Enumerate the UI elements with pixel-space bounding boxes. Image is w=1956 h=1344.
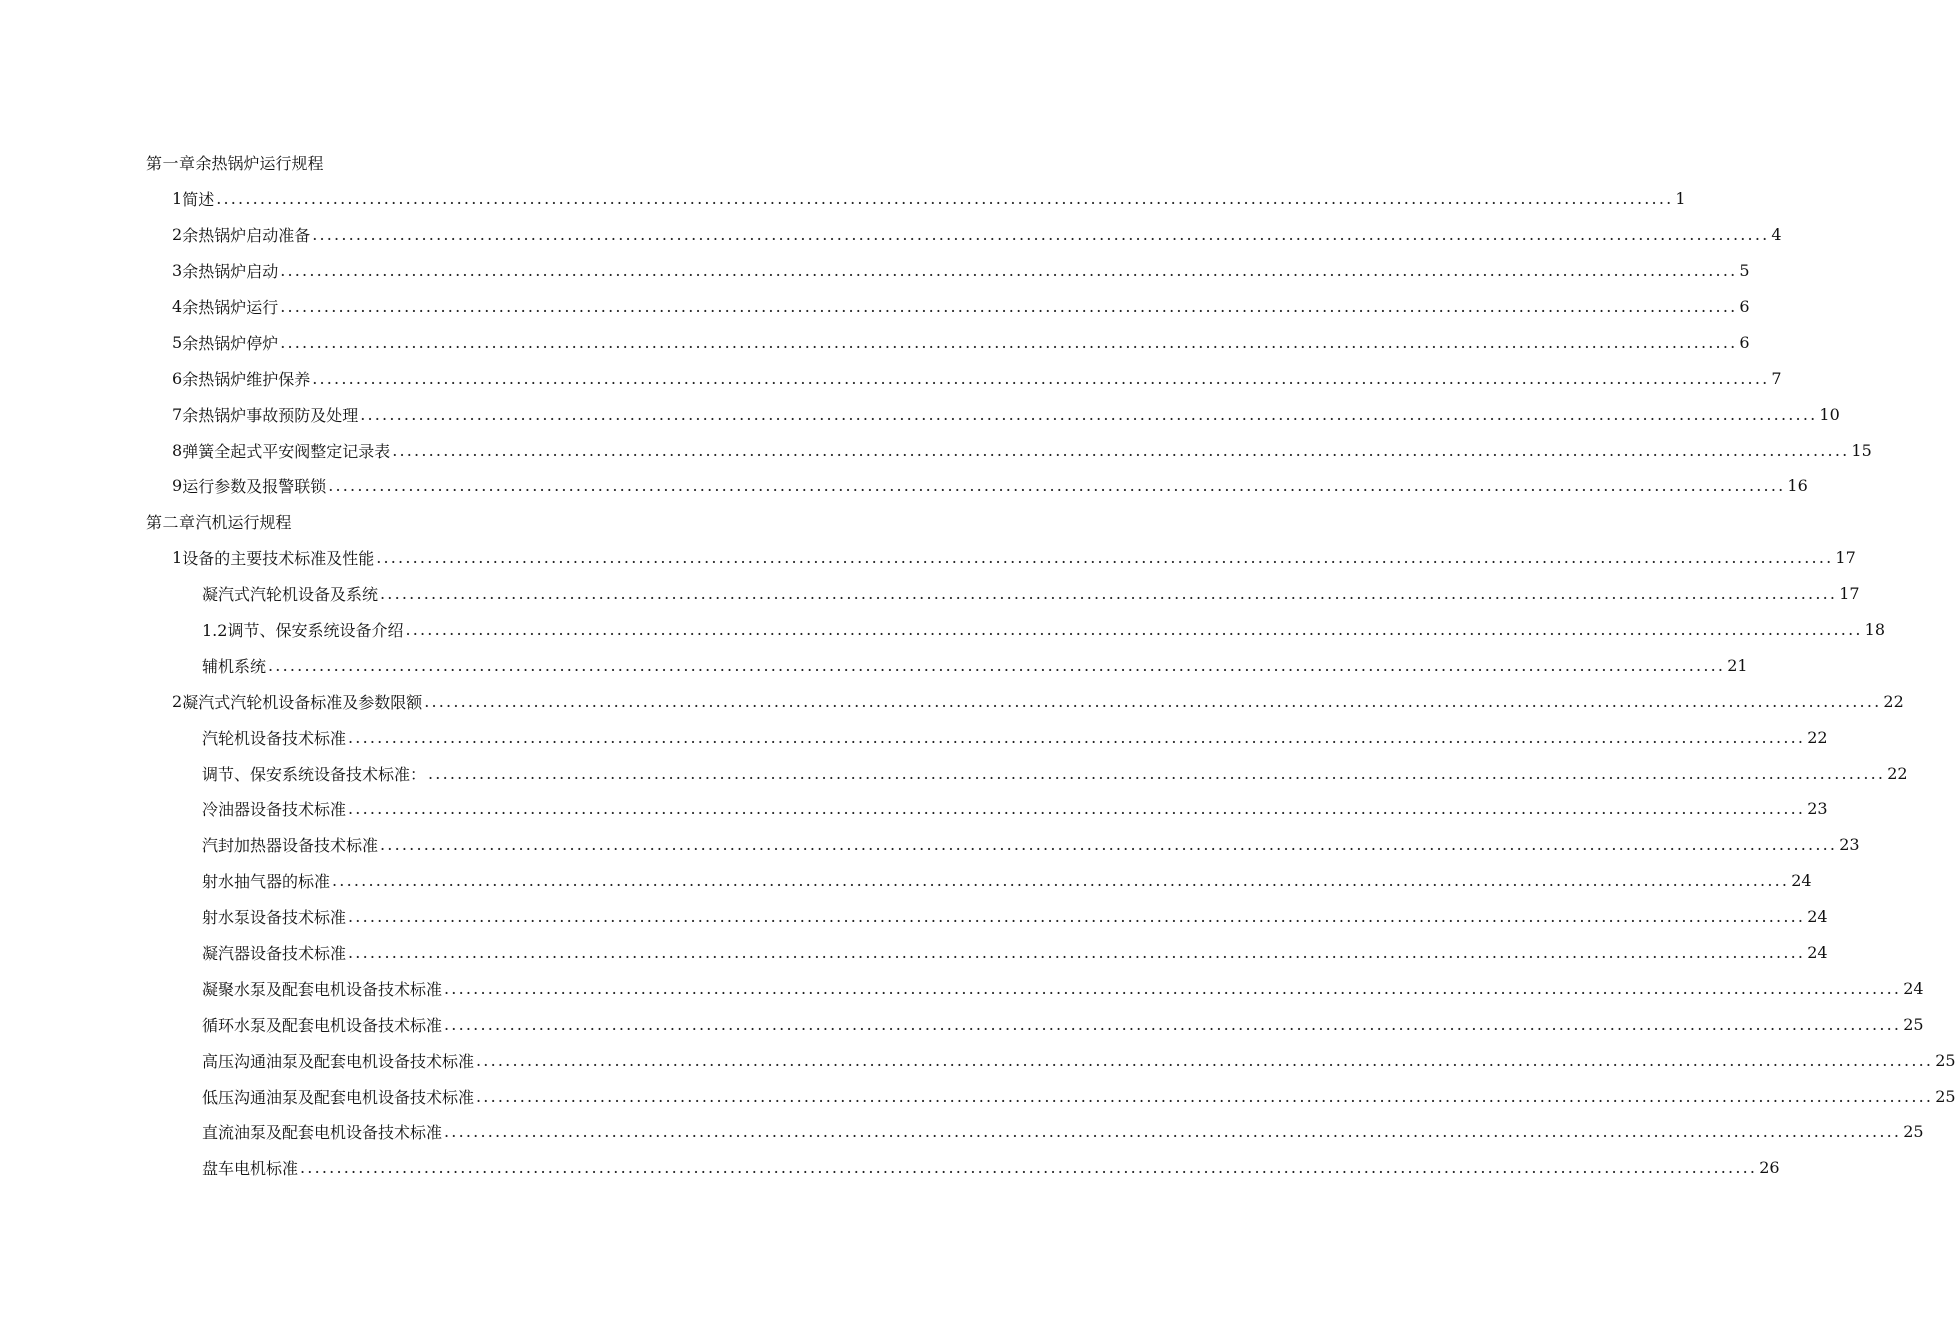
toc-entry <box>146 468 1808 504</box>
toc-subentry <box>146 827 1860 863</box>
dot-leader: ........................................................................................................................................................................................................ <box>476 1050 1934 1070</box>
chapter-label: 第二章 <box>146 513 196 533</box>
entry-page-number: 10 <box>1819 404 1840 424</box>
dot-leader: ........................................................................................................................................................................................................ <box>280 332 1738 352</box>
entry-number: 9 <box>172 476 183 496</box>
entry-title: 循环水泵及配套电机设备技术标准 <box>202 1015 443 1035</box>
toc-subentry <box>146 1006 1924 1042</box>
entry-title: 弹簧全起式平安阀整定记录表 <box>182 441 391 461</box>
toc-subentry <box>146 791 1828 827</box>
dot-leader: ........................................................................................................................................................................................................ <box>376 548 1834 568</box>
toc-chapter-heading <box>146 504 806 540</box>
entry-page-number: 23 <box>1839 835 1860 855</box>
toc-subentry <box>146 576 1860 612</box>
entry-page-number: 26 <box>1759 1158 1780 1178</box>
entry-page-number: 22 <box>1807 727 1828 747</box>
entry-title: 汽封加热器设备技术标准 <box>202 836 379 856</box>
dot-leader: ........................................................................................................................................................................................................ <box>216 189 1674 209</box>
dot-leader: ........................................................................................................................................................................................................ <box>280 261 1738 281</box>
dot-leader: ........................................................................................................................................................................................................ <box>380 835 1838 855</box>
entry-title: 直流油泵及配套电机设备技术标准 <box>202 1123 443 1143</box>
toc-entry <box>146 181 1686 217</box>
entry-number: 2 <box>172 691 183 711</box>
dot-leader: ........................................................................................................................................................................................................ <box>405 620 1863 640</box>
dot-leader: ........................................................................................................................................................................................................ <box>380 584 1838 604</box>
dot-leader: ........................................................................................................................................................................................................ <box>444 978 1902 998</box>
entry-page-number: 22 <box>1887 763 1908 783</box>
toc-subentry <box>146 935 1828 971</box>
entry-number: 2 <box>172 225 183 245</box>
entry-title: 凝汽器设备技术标准 <box>202 944 347 964</box>
entry-page-number: 25 <box>1935 1086 1956 1106</box>
dot-leader: ........................................................................................................................................................................................................ <box>428 763 1886 783</box>
entry-number: 4 <box>172 297 183 316</box>
entry-title: 运行参数及报警联锁 <box>182 477 327 497</box>
entry-title: 余热锅炉启动准备 <box>182 226 311 246</box>
chapter-label: 第一章 <box>146 154 196 174</box>
entry-page-number: 7 <box>1771 368 1782 388</box>
entry-title: 1.2调节、保安系统设备介绍 <box>202 621 404 641</box>
toc-subentry <box>146 863 1812 899</box>
entry-page-number: 4 <box>1771 225 1782 245</box>
entry-page-number: 24 <box>1791 871 1812 891</box>
dot-leader: ........................................................................................................................................................................................................ <box>332 871 1790 891</box>
dot-leader: ........................................................................................................................................................................................................ <box>280 297 1738 316</box>
entry-page-number: 23 <box>1807 799 1828 819</box>
entry-title: 设备的主要技术标准及性能 <box>182 549 375 569</box>
entry-title: 冷油器设备技术标准 <box>202 800 347 820</box>
entry-page-number: 6 <box>1739 297 1750 316</box>
toc-subentry <box>146 612 1885 648</box>
toc-entry <box>146 289 1750 325</box>
dot-leader: ........................................................................................................................................................................................................ <box>444 1014 1902 1034</box>
entry-number: 1 <box>172 548 183 568</box>
entry-title: 低压沟通油泵及配套电机设备技术标准 <box>202 1087 475 1107</box>
entry-number: 5 <box>172 332 183 352</box>
entry-page-number: 6 <box>1739 332 1750 352</box>
entry-title: 凝聚水泵及配套电机设备技术标准 <box>202 979 443 999</box>
dot-leader: ........................................................................................................................................................................................................ <box>328 476 1786 496</box>
dot-leader: ........................................................................................................................................................................................................ <box>444 1122 1902 1142</box>
entry-page-number: 25 <box>1903 1122 1924 1142</box>
entry-title: 余热锅炉事故预防及处理 <box>182 405 359 425</box>
entry-page-number: 24 <box>1903 978 1924 998</box>
entry-page-number: 21 <box>1727 655 1748 675</box>
toc-subentry <box>146 1150 1780 1186</box>
toc-entry <box>146 396 1840 432</box>
table-of-contents <box>146 145 1956 1186</box>
toc-entry <box>146 253 1750 289</box>
toc-entry <box>146 360 1782 396</box>
toc-subentry <box>146 719 1828 755</box>
entry-page-number: 24 <box>1807 943 1828 963</box>
entry-page-number: 5 <box>1739 261 1750 281</box>
entry-title: 高压沟通油泵及配套电机设备技术标准 <box>202 1051 475 1071</box>
entry-title: 汽轮机设备技术标准 <box>202 728 347 748</box>
entry-title: 射水泵设备技术标准 <box>202 908 347 928</box>
toc-subentry <box>146 1114 1924 1150</box>
dot-leader: ........................................................................................................................................................................................................ <box>312 225 1770 245</box>
toc-subentry <box>146 755 1908 791</box>
entry-number: 3 <box>172 261 183 281</box>
toc-entry <box>146 432 1872 468</box>
toc-chapter-heading <box>146 145 806 181</box>
entry-page-number: 15 <box>1851 440 1872 460</box>
entry-title: 余热锅炉维护保养 <box>182 369 311 389</box>
entry-page-number: 25 <box>1903 1014 1924 1034</box>
toc-subentry <box>146 899 1828 935</box>
chapter-title: 汽机运行规程 <box>195 513 292 533</box>
toc-entry <box>146 217 1782 253</box>
dot-leader: ........................................................................................................................................................................................................ <box>300 1158 1758 1178</box>
toc-entry <box>146 540 1856 576</box>
entry-title: 射水抽气器的标准 <box>202 872 331 892</box>
toc-entry <box>146 324 1750 360</box>
dot-leader: ........................................................................................................................................................................................................ <box>348 943 1806 963</box>
entry-title: 余热锅炉运行 <box>182 298 279 317</box>
dot-leader: ........................................................................................................................................................................................................ <box>268 655 1726 675</box>
entry-page-number: 1 <box>1675 189 1686 209</box>
dot-leader: ........................................................................................................................................................................................................ <box>392 440 1850 460</box>
entry-number: 8 <box>172 440 183 460</box>
entry-title: 凝汽式汽轮机设备标准及参数限额 <box>182 692 423 712</box>
entry-page-number: 17 <box>1835 548 1856 568</box>
entry-page-number: 25 <box>1935 1050 1956 1070</box>
entry-title: 凝汽式汽轮机设备及系统 <box>202 585 379 605</box>
dot-leader: ........................................................................................................................................................................................................ <box>348 907 1806 927</box>
toc-entry <box>146 683 1904 719</box>
entry-page-number: 18 <box>1864 620 1885 640</box>
entry-title: 余热锅炉启动 <box>182 262 279 282</box>
dot-leader: ........................................................................................................................................................................................................ <box>360 404 1818 424</box>
dot-leader: ........................................................................................................................................................................................................ <box>312 368 1770 388</box>
entry-number: 7 <box>172 404 183 424</box>
entry-number: 1 <box>172 189 183 209</box>
entry-title: 余热锅炉停炉 <box>182 333 279 353</box>
entry-title: 调节、保安系统设备技术标准： <box>202 764 427 784</box>
entry-page-number: 24 <box>1807 907 1828 927</box>
dot-leader: ........................................................................................................................................................................................................ <box>348 727 1806 747</box>
dot-leader: ........................................................................................................................................................................................................ <box>348 799 1806 819</box>
entry-number: 6 <box>172 368 183 388</box>
entry-page-number: 16 <box>1787 476 1808 496</box>
toc-subentry <box>146 1078 1956 1114</box>
entry-title: 简述 <box>182 190 215 210</box>
entry-title: 盘车电机标准 <box>202 1159 299 1179</box>
entry-page-number: 17 <box>1839 584 1860 604</box>
entry-page-number: 22 <box>1883 691 1904 711</box>
entry-title: 辅机系统 <box>202 656 267 676</box>
toc-subentry <box>146 1042 1956 1078</box>
toc-subentry <box>146 647 1748 683</box>
toc-subentry <box>146 970 1924 1006</box>
dot-leader: ........................................................................................................................................................................................................ <box>476 1086 1934 1106</box>
chapter-title: 余热锅炉运行规程 <box>195 154 324 174</box>
dot-leader: ........................................................................................................................................................................................................ <box>424 691 1882 711</box>
